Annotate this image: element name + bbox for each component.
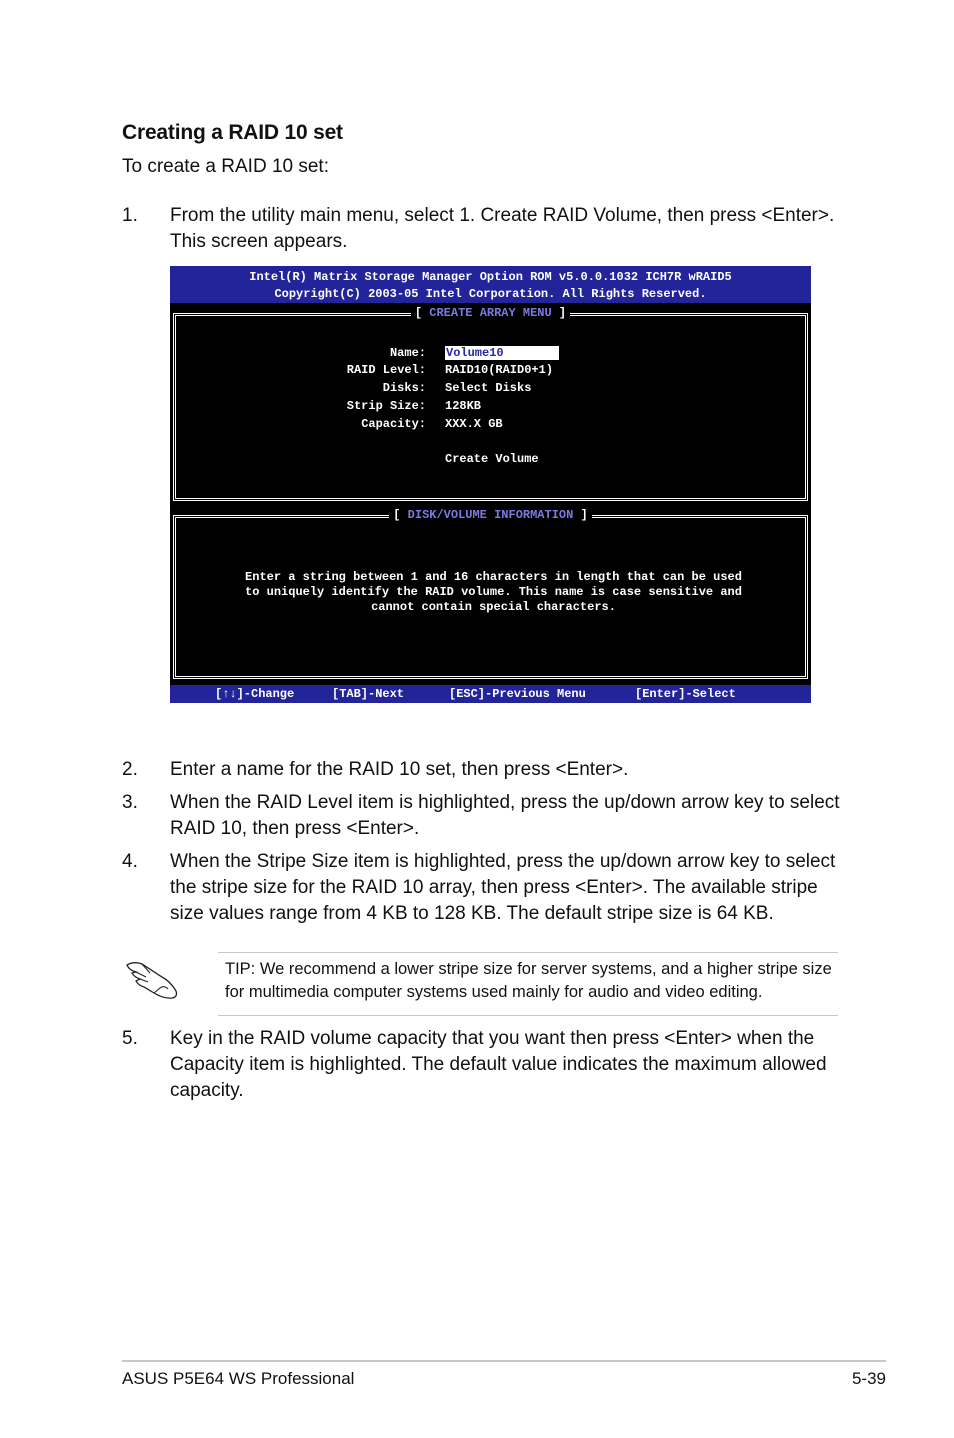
step-text: Key in the RAID volume capacity that you want then press <Enter> when the Capacity item is highlighted. The default value indicates the maximum allowed capacity. [170, 1028, 827, 1101]
strip-size-field[interactable]: 128KB [445, 399, 482, 413]
disk-volume-info-panel: [ DISK/VOLUME INFORMATION ] Enter a string between 1 and 16 characters in length that can be used to uniquely identify the RAID volume. This name is case sensitive and cannot contain special characters. [173, 515, 808, 679]
create-array-menu-panel: [ CREATE ARRAY MENU ] Name: Volume10 RAID Level: RAID10(RAID0+1) Disks: Select Disks Strip Size: 128KB Capacity: XXX.X GB Create Volume [173, 313, 808, 501]
section-heading: Creating a RAID 10 set [122, 121, 343, 144]
key-help-bar [170, 685, 811, 703]
capacity-label: Capacity: [361, 417, 426, 431]
intro-text: To create a RAID 10 set: [122, 156, 329, 177]
step-number: 3. [122, 792, 138, 813]
step-number: 5. [122, 1028, 138, 1049]
info-line: cannot contain special characters. [371, 600, 616, 614]
disks-field[interactable]: Select Disks [445, 381, 532, 395]
create-array-menu-title: CREATE ARRAY MENU [429, 306, 552, 320]
disk-volume-info-title: DISK/VOLUME INFORMATION [407, 508, 574, 522]
name-field[interactable]: Volume10 [445, 346, 559, 360]
tip-divider-top [218, 952, 838, 953]
info-text [176, 570, 811, 615]
info-line: Enter a string between 1 and 16 characters in length that can be used [245, 570, 742, 584]
step-text: Enter a name for the RAID 10 set, then press <Enter>. [170, 759, 629, 780]
step-text: When the RAID Level item is highlighted, press the up/down arrow key to select RAID 10, then press <Enter>. [170, 792, 840, 839]
bios-header-copyright: Copyright(C) 2003-05 Intel Corporation. All Rights Reserved. [274, 287, 707, 301]
key-select: [Enter]-Select [635, 687, 736, 701]
bios-header-title: Intel(R) Matrix Storage Manager Option ROM v5.0.0.1032 ICH7R wRAID5 [249, 270, 732, 284]
step-number: 4. [122, 851, 138, 872]
footer-product-name: ASUS P5E64 WS Professional [122, 1369, 355, 1388]
key-change: [↑↓]-Change [215, 687, 295, 701]
create-volume-button[interactable]: Create Volume [445, 452, 539, 466]
disks-label: Disks: [382, 381, 426, 395]
page-number: 5-39 [851, 1369, 886, 1388]
raid-level-label: RAID Level: [346, 363, 426, 377]
tip-divider-bottom [218, 1015, 838, 1016]
step-text: From the utility main menu, select 1. Create RAID Volume, then press <Enter>. This screen appears. [170, 205, 835, 252]
strip-size-label: Strip Size: [346, 399, 426, 413]
bios-header [170, 266, 811, 303]
key-next: [TAB]-Next [332, 687, 405, 701]
step-number: 1. [122, 205, 138, 226]
key-previous-menu: [ESC]-Previous Menu [449, 687, 586, 701]
step-text: When the Stripe Size item is highlighted, press the up/down arrow key to select the stripe size for the RAID 10 array, then press <Enter>. The available stripe size values range from 4 KB to 128 KB. The default stripe size is 64 KB. [170, 851, 836, 924]
name-label: Name: [389, 346, 426, 360]
footer-divider [122, 1360, 886, 1362]
info-line: to uniquely identify the RAID volume. This name is case sensitive and [245, 585, 742, 599]
raid-level-field[interactable]: RAID10(RAID0+1) [445, 363, 554, 377]
bios-screen [170, 266, 811, 703]
pointing-hand-icon [124, 955, 180, 1003]
tip-text: TIP: We recommend a lower stripe size for server systems, and a higher stripe size for multimedia computer systems used mainly for audio and video editing. [225, 960, 832, 1001]
capacity-field[interactable]: XXX.X GB [445, 417, 503, 431]
step-number: 2. [122, 759, 138, 780]
